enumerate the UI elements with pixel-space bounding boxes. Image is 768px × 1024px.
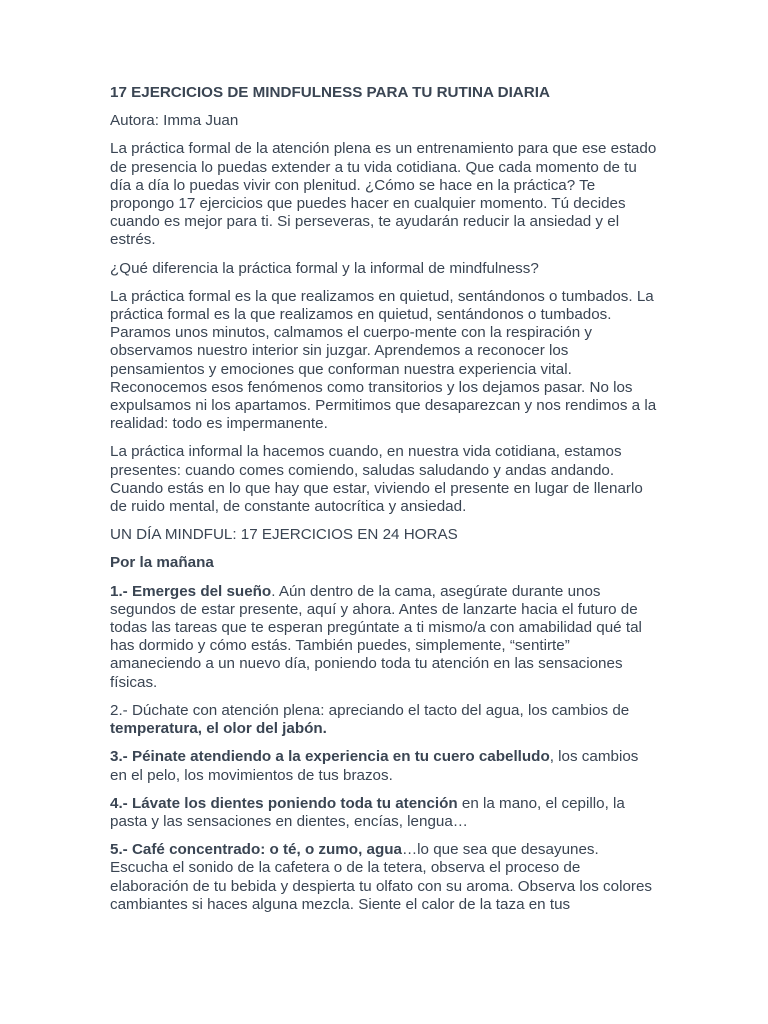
author-line: Autora: Imma Juan [110,112,239,130]
exercise-4 [110,795,658,831]
exercise-2-bold: temperatura, el olor del jabón. [110,720,327,738]
exercise-1-title: 1.- Emerges del sueño [110,582,272,600]
informal-practice-paragraph: La práctica informal la hacemos cuando, en nuestra vida cotidiana, estamos presentes: cuando comes comiendo, saludas saludando y andas andando. Cuando estás en lo que hay que estar, viviendo el presente en lugar de llenarlo de ruido mental, de constante autocrítica y ansiedad. [110,443,643,516]
document-title: 17 EJERCICIOS DE MINDFULNESS PARA TU RUTINA DIARIA [110,84,550,101]
exercise-5 [110,841,658,914]
exercise-5-text: …lo que sea que desayunes. Escucha el sonido de la cafetera o de la tetera, observa el proceso de elaboración de tu bebida y despierta tu olfato con su aroma. Observa los colores cambiantes si haces alguna mezcla. Siente el calor de la taza en tus [110,841,653,913]
exercise-4-title: 4.- Lávate los dientes poniendo toda tu atención [110,794,458,812]
morning-heading: Por la mañana [110,554,214,572]
exercise-1 [110,583,658,692]
exercise-2 [110,702,658,738]
document-page [110,84,658,924]
question-paragraph: ¿Qué diferencia la práctica formal y la informal de mindfulness? [110,259,539,277]
section-heading: UN DÍA MINDFUL: 17 EJERCICIOS EN 24 HORAS [110,526,458,544]
formal-practice-paragraph: La práctica formal es la que realizamos en quietud, sentándonos o tumbados. La práctica formal es la que realizamos en quietud, sentándonos o tumbados. Paramos unos minutos, calmamos el cuerpo-mente con la respiración y observamos nuestro interior sin juzgar. Aprendemos a reconocer los pensamientos y emociones que conforman nuestra experiencia vital. Reconocemos esos fenómenos como transitorios y los dejamos pasar. No los expulsamos ni los apartamos. Permitimos que desaparezcan y nos rendimos a la realidad: todo es impermanente. [110,287,657,433]
exercise-3-text: , los cambios en el pelo, los movimientos de tus brazos. [110,748,639,784]
exercise-1-text: . Aún dentro de la cama, asegúrate durante unos segundos de estar presente, aquí y ahora. Antes de lanzarte hacia el futuro de todas las tareas que te esperan pregúntate a ti mismo/a con amabilidad qué tal has dormido y cómo estás. También puedes, simplemente, “sentirte” amaneciendo a un nuevo día, poniendo toda tu atención en las sensaciones físicas. [110,582,642,691]
exercise-3 [110,748,658,784]
exercise-2-text: 2.- Dúchate con atención plena: apreciando el tacto del agua, los cambios de [110,701,630,719]
intro-paragraph: La práctica formal de la atención plena es un entrenamiento para que ese estado de presencia lo puedas extender a tu vida cotidiana. Que cada momento de tu día a día lo puedas vivir con plenitud. ¿Cómo se hace en la práctica? Te propongo 17 ejercicios que puedes hacer en cualquier momento. Tú decides cuando es mejor para ti. Si perseveras, te ayudarán reducir la ansiedad y el estrés. [110,140,657,249]
exercise-5-title: 5.- Café concentrado: o té, o zumo, agua [110,841,402,859]
exercise-4-text: en la mano, el cepillo, la pasta y las sensaciones en dientes, encías, lengua… [110,794,625,830]
exercise-3-title: 3.- Péinate atendiendo a la experiencia en tu cuero cabelludo [110,748,550,766]
